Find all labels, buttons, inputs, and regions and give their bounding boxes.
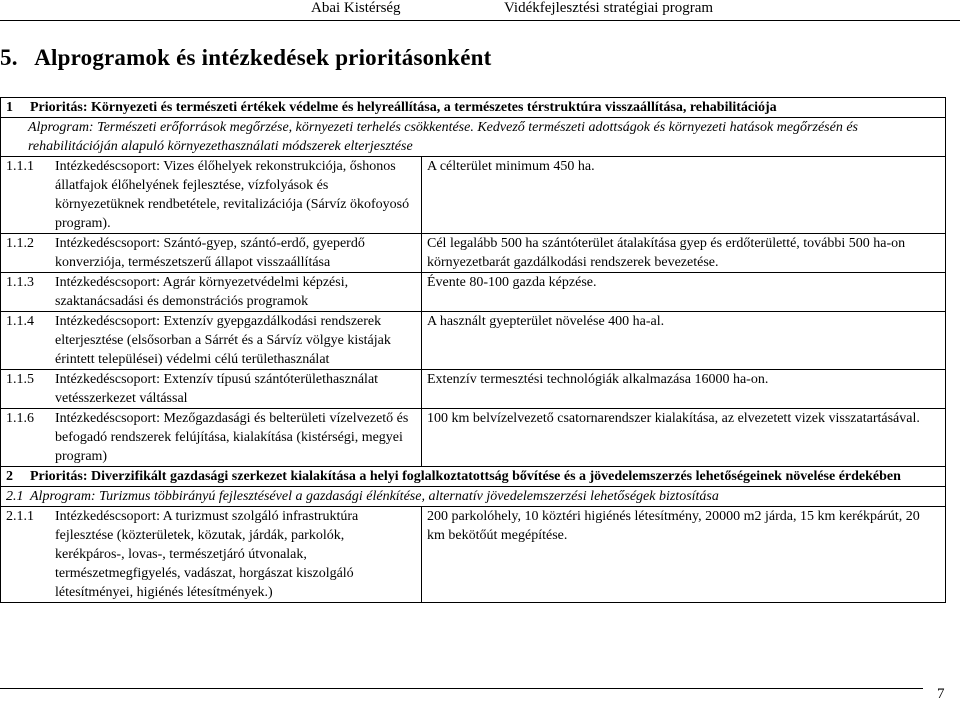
- priority-2-cell: [1, 467, 946, 487]
- target-cell: A célterület minimum 450 ha.: [422, 157, 946, 234]
- page-header: [0, 0, 960, 20]
- measure-text: Intézkedéscsoport: Extenzív típusú szántóterülethasználat vetésszerkezet váltással: [55, 372, 379, 406]
- footer-rule: [0, 688, 923, 689]
- priority-1-cell: [1, 98, 946, 118]
- measure-number: 1.1.3: [6, 275, 34, 290]
- measure-cell: [1, 409, 422, 467]
- measure-row: [1, 157, 946, 234]
- measure-number: 1.1.4: [6, 314, 34, 329]
- measure-number: 1.1.5: [6, 372, 34, 387]
- measure-text: Intézkedéscsoport: Szántó-gyep, szántó-erdő, gyeperdő konverziója, természetszerű állapot visszaállítása: [55, 236, 365, 270]
- priority-row: [1, 98, 946, 118]
- priority-number: 2: [6, 469, 13, 484]
- measure-text: Intézkedéscsoport: Mezőgazdasági és belterületi vízelvezető és befogadó rendszerek felújítása, kialakítása (kistérségi, megyei program): [55, 411, 409, 464]
- measure-text: Intézkedéscsoport: Vizes élőhelyek rekonstrukciója, őshonos állatfajok élőhelyének fejlesztése, vízfolyások és környezetüknek rendbetétele, revitalizációja (Sárvíz ökofoyosó program).: [55, 159, 410, 231]
- subprogram-number: [6, 118, 28, 137]
- subprogram-row: [1, 118, 946, 157]
- header-rule: [0, 20, 960, 21]
- measure-cell: [1, 312, 422, 370]
- measure-cell: [1, 273, 422, 312]
- measure-cell: [1, 157, 422, 234]
- target-cell: Cél legalább 500 ha szántóterület átalakítása gyep és erdőterületté, további 500 ha-on környezetbarát gazdálkodási rendszerek bevezetése.: [422, 234, 946, 273]
- measure-cell: [1, 507, 422, 603]
- priority-row: [1, 467, 946, 487]
- priorities-table: [0, 97, 946, 603]
- target-cell: Évente 80-100 gazda képzése.: [422, 273, 946, 312]
- measure-row: [1, 234, 946, 273]
- target-cell: A használt gyepterület növelése 400 ha-al.: [422, 312, 946, 370]
- measure-row: [1, 507, 946, 603]
- subprogram-label: Alprogram: Turizmus többirányú fejlesztésével a gazdasági élénkítése, alternatív jövedelemszerzési lehetőségek biztosítása: [30, 489, 719, 504]
- priority-label: Prioritás: Diverzifikált gazdasági szerkezet kialakítása a helyi foglalkoztatottság bővítése és a jövedelemszerzés lehetőségeinek növelése érdekében: [30, 469, 901, 484]
- measure-number: 1.1.1: [6, 159, 34, 174]
- measure-row: [1, 370, 946, 409]
- page-number: 7: [937, 686, 945, 702]
- measure-row: [1, 409, 946, 467]
- measure-text: Intézkedéscsoport: A turizmust szolgáló infrastruktúra fejlesztése (közterületek, közutak, járdák, parkolók, kerékpáros-, lovas-, természetjáró útvonalak, természetmegfigyelés, vadászat, horgászat kiszolgáló létesítményei, higiénés létesítmények.): [55, 509, 359, 600]
- measure-cell: [1, 370, 422, 409]
- measure-text: Intézkedéscsoport: Extenzív gyepgazdálkodási rendszerek elterjesztése (elsősorban a Sárrét és a Sárvíz völgye kistájak érintett települései) védelmi célú területhasználat: [55, 314, 391, 367]
- target-cell: Extenzív termesztési technológiák alkalmazása 16000 ha-on.: [422, 370, 946, 409]
- measure-row: [1, 273, 946, 312]
- priority-label: Prioritás: Környezeti és természeti értékek védelme és helyreállítása, a természetes térstruktúra visszaállítása, rehabilitációja: [30, 100, 777, 115]
- page-title: 5. Alprogramok és intézkedések prioritásonként: [0, 45, 492, 70]
- header-right-text: Vidékfejlesztési stratégiai program: [504, 0, 714, 16]
- header-left-text: Abai Kistérség: [311, 0, 401, 16]
- subprogram-row: [1, 487, 946, 507]
- measure-number: 2.1.1: [6, 509, 34, 524]
- measure-cell: [1, 234, 422, 273]
- target-cell: 200 parkolóhely, 10 köztéri higiénés létesítmény, 20000 m2 járda, 15 km kerékpárút, 20 km bekötőút megépítése.: [422, 507, 946, 603]
- measure-number: 1.1.6: [6, 411, 34, 426]
- measure-number: 1.1.2: [6, 236, 34, 251]
- subprogram-2-cell: [1, 487, 946, 507]
- priority-number: 1: [6, 100, 13, 115]
- measure-text: Intézkedéscsoport: Agrár környezetvédelmi képzési, szaktanácsadási és demonstrációs programok: [55, 275, 349, 309]
- subprogram-number: 2.1: [6, 489, 24, 504]
- subprogram-1-cell: [1, 118, 946, 157]
- subprogram-label: Alprogram: Természeti erőforrások megőrzése, környezeti terhelés csökkentése. Kedvező természeti adottságok és környezeti hatások megőrzésén és rehabilitációján alapuló környezethasználati módszerek elterjesztése: [28, 120, 858, 154]
- target-cell: 100 km belvízelvezető csatornarendszer kialakítása, az elvezetett vizek visszatartásával.: [422, 409, 946, 467]
- measure-row: [1, 312, 946, 370]
